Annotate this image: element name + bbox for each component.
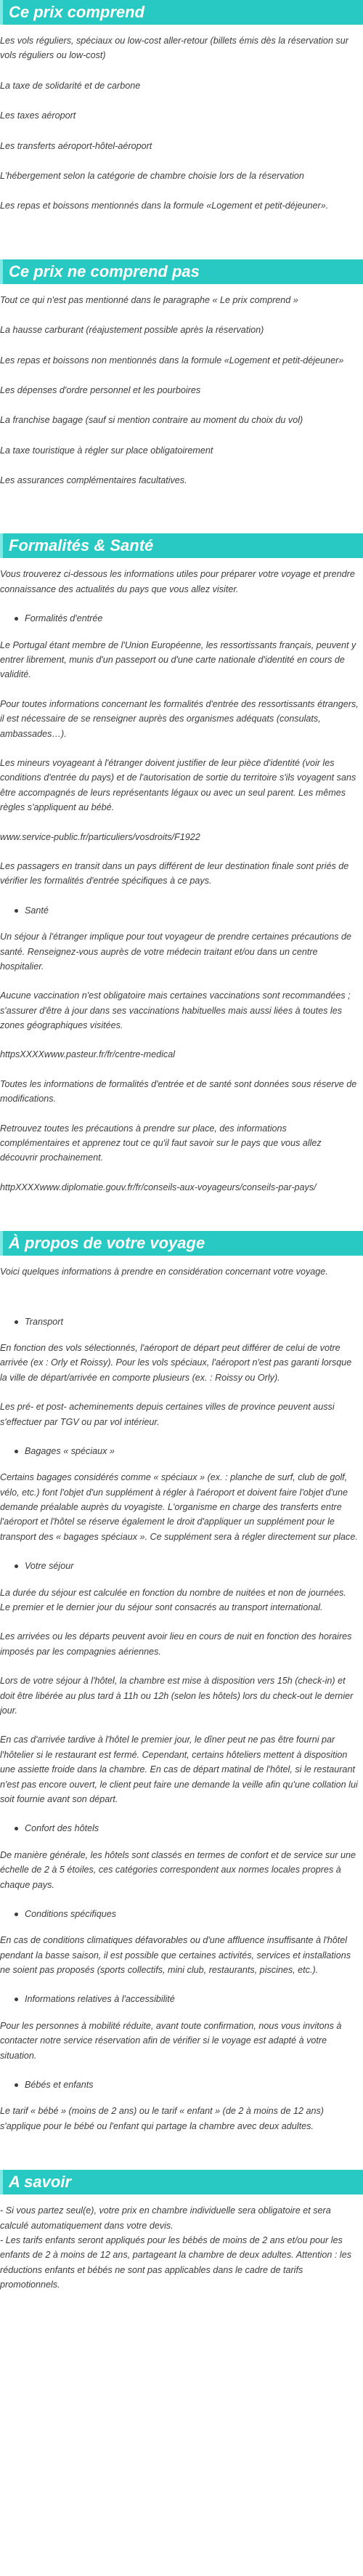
paragraph: En cas d'arrivée tardive à l'hôtel le premier jour, le dîner peut ne pas être fourni par l'hôtelier si le restaurant est fermé. Cependant, certains hôteliers mettent à disposition une assiette froide dans la chambre. En cas de départ matinal de l'hôtel, si le restaurant n'est pas encore ouvert, le client peut faire une demande la veille afin qu'une collation lui soit fournie avant son départ. (0, 1735, 358, 1804)
paragraph: Aucune vaccination n'est obligatoire mais certaines vaccinations sont recommandées ; s'assurer d'être à jour dans ses vaccinations habituelles mais aussi liées à toutes les zones géographiques visitées. (0, 990, 351, 1031)
section-title-formalities: Formalités & Santé (0, 533, 363, 558)
paragraph: En cas de conditions climatiques défavorables ou d'une affluence insuffisante à l'hôtel pendant la basse saison, il est possible que certaines activités, services et installations ne soient pas proposés (sports collectifs, mini club, restaurants, piscines, etc.). (0, 1935, 351, 1976)
transport-heading: Transport (15, 1315, 359, 1329)
savoir-block (0, 2195, 363, 2314)
formalities-block (0, 558, 363, 1216)
diplomatie-link[interactable]: httpXXXXwww.diplomatie.gouv.fr/fr/conseils-aux-voyageurs/conseils-par-pays/ (0, 1182, 317, 1192)
service-public-link[interactable]: www.service-public.fr/particuliers/vosdroits/F1922 (0, 831, 200, 842)
paragraph: De manière générale, les hôtels sont classés en termes de confort et de service sur une échelle de 2 à 5 étoiles, ces catégories correspondent aux normes locales propres à chaque pays. (0, 1849, 356, 1890)
section-title-excluded: Ce prix ne comprend pas (0, 259, 363, 284)
included-block (0, 25, 363, 236)
paragraph: Le Portugal étant membre de l'Union Européenne, les ressortissants français, peuvent y entrer librement, munis d'un passeport ou d'une carte nationale d'identité en cours de validité. (0, 639, 356, 680)
list-item: L'hébergement selon la catégorie de chambre choisie lors de la réservation (0, 170, 304, 181)
about-intro: Voici quelques informations à prendre en considération concernant votre voyage. (0, 1267, 328, 1277)
list-item: Les taxes aéroport (0, 110, 76, 121)
list-item: Les vols réguliers, spéciaux ou low-cost aller-retour (billets émis dès la réservation sur vols réguliers ou low-cost) (0, 36, 348, 61)
paragraph: Les passagers en transit dans un pays différent de leur destination finale sont priés de vérifier les formalités d'entrée spécifiques à ce pays. (0, 860, 349, 887)
accessibility-heading: Informations relatives à l'accessibilité (15, 1992, 359, 2006)
section-title-savoir: A savoir (0, 2170, 363, 2195)
confort-heading: Confort des hôtels (15, 1821, 359, 1836)
section-title-included: Ce prix comprend (0, 0, 363, 25)
excluded-list (0, 293, 359, 488)
list-item: Les dépenses d'ordre personnel et les pourboires (0, 384, 201, 395)
list-item: Les assurances complémentaires facultatives. (0, 475, 187, 486)
paragraph: Lors de votre séjour à l'hôtel, la chambre est mise à disposition vers 15h (check-in) et doit être libérée au plus tard à 11h ou 12h (selon les hôtels) lors du check-out le dernier jour. (0, 1676, 354, 1716)
entry-heading: Formalités d'entrée (15, 611, 359, 626)
list-item: La taxe touristique à régler sur place obligatoirement (0, 445, 213, 456)
paragraph: Les mineurs voyageant à l'étranger doivent justifier de leur pièce d'identité (voir les conditions d'entrée du pays) et de l'autorisation de sortie du territoire s'ils voyagent sans être accompagnés de leurs représentants légaux ou avec un seul parent. Les mêmes règles s'appliquent au bébé. (0, 757, 356, 813)
health-heading: Santé (15, 903, 359, 918)
paragraph: Pour les personnes à mobilité réduite, avant toute confirmation, nous vous invitons à contacter notre service réservation afin de vérifier si le voyage est adapté à votre situation. (0, 2020, 342, 2061)
paragraph: Un séjour à l'étranger implique pour tout voyageur de prendre certaines précautions de santé. Renseignez-vous auprès de votre médecin traitant et/ou dans un centre hospitalier. (0, 932, 352, 972)
section-title-about: À propos de votre voyage (0, 1231, 363, 1256)
paragraph: Les pré- et post- acheminements depuis certaines villes de province peuvent aussi s'effectuer par TGV ou par vol intérieur. (0, 1402, 335, 1427)
bagages-heading: Bagages « spéciaux » (15, 1444, 359, 1458)
list-item: La taxe de solidarité et de carbone (0, 80, 141, 91)
sejour-heading: Votre séjour (15, 1559, 359, 1573)
conditions-heading: Conditions spécifiques (15, 1907, 359, 1921)
paragraph: Retrouvez toutes les précautions à prendre sur place, des informations complémentaires et apprenez tout ce qu'il faut savoir sur le pays que vous allez découvrir prochainement. (0, 1123, 322, 1163)
formalities-intro: Vous trouverez ci-dessous les informations utiles pour préparer votre voyage et prendre connaissance des actualités du pays que vous allez visiter. (0, 569, 355, 594)
paragraph: Le tarif « bébé » (moins de 2 ans) ou le tarif « enfant » (de 2 à moins de 12 ans) s'applique pour le bébé ou l'enfant qui partage la chambre avec deux adultes. (0, 2106, 324, 2131)
excluded-block (0, 284, 363, 511)
paragraph: Pour toutes informations concernant les formalités d'entrée des ressortissants étrangers, il est nécessaire de se renseigner auprès des organismes adéquats (consulats, ambassades…). (0, 698, 359, 739)
baby-heading: Bébés et enfants (15, 2078, 359, 2092)
list-item: Tout ce qui n'est pas mentionné dans le paragraphe « Le prix comprend » (0, 294, 298, 305)
list-item: La franchise bagage (sauf si mention contraire au moment du choix du vol) (0, 415, 303, 426)
paragraph: Toutes les informations de formalités d'entrée et de santé sont données sous réserve de modifications. (0, 1078, 357, 1105)
list-item: Les transferts aéroport-hôtel-aéroport (0, 140, 152, 151)
included-list (0, 33, 359, 214)
savoir-text: - Si vous partez seul(e), votre prix en chambre individuelle sera obligatoire et sera calculé automatiquement dans votre devis. - Les tarifs enfants seront appliqués pour les bébés de moins de 2 ans et/ou pour les enfants de 2 à moins de 12 ans, partageant la chambre de deux adultes. Attention : les réductions enfants et bébés ne sont pas applicables dans le cadre de tarifs promotionnels. (0, 2205, 352, 2290)
list-item: La hausse carburant (réajustement possible après la réservation) (0, 325, 264, 336)
paragraph: Certains bagages considérés comme « spéciaux » (ex. : planche de surf, club de golf, vélo, etc.) font l'objet d'un supplément à régler à l'aéroport et doivent faire l'objet d'une demande préalable auprès du voyagiste. L'organisme en charge des transferts entre l'aéroport et l'hôtel se réserve également le droit d'appliquer un supplément pour le transport des « bagages spéciaux ». Ce supplément sera à régler directement sur place. (0, 1472, 358, 1542)
list-item: Les repas et boissons mentionnés dans la formule «Logement et petit-déjeuner». (0, 201, 329, 211)
list-item: Les repas et boissons non mentionnés dans la formule «Logement et petit-déjeuner» (0, 355, 344, 366)
paragraph: Les arrivées ou les départs peuvent avoir lieu en cours de nuit en fonction des horaires imposés par les compagnies aériennes. (0, 1631, 352, 1657)
paragraph: La durée du séjour est calculée en fonction du nombre de nuitées et non de journées. Le premier et le dernier jour du séjour sont consacrés au transport international. (0, 1587, 346, 1613)
about-block (0, 1256, 363, 2155)
paragraph: En fonction des vols sélectionnés, l'aéroport de départ peut différer de celui de votre arrivée (ex : Orly et Roissy). Pour les vols spéciaux, l'aéroport n'est pas garanti lorsque la ville de départ/arrivée en comporte plusieurs (ex. : Roissy ou Orly). (0, 1342, 352, 1383)
pasteur-link[interactable]: httpsXXXXwww.pasteur.fr/fr/centre-medical (0, 1049, 176, 1060)
